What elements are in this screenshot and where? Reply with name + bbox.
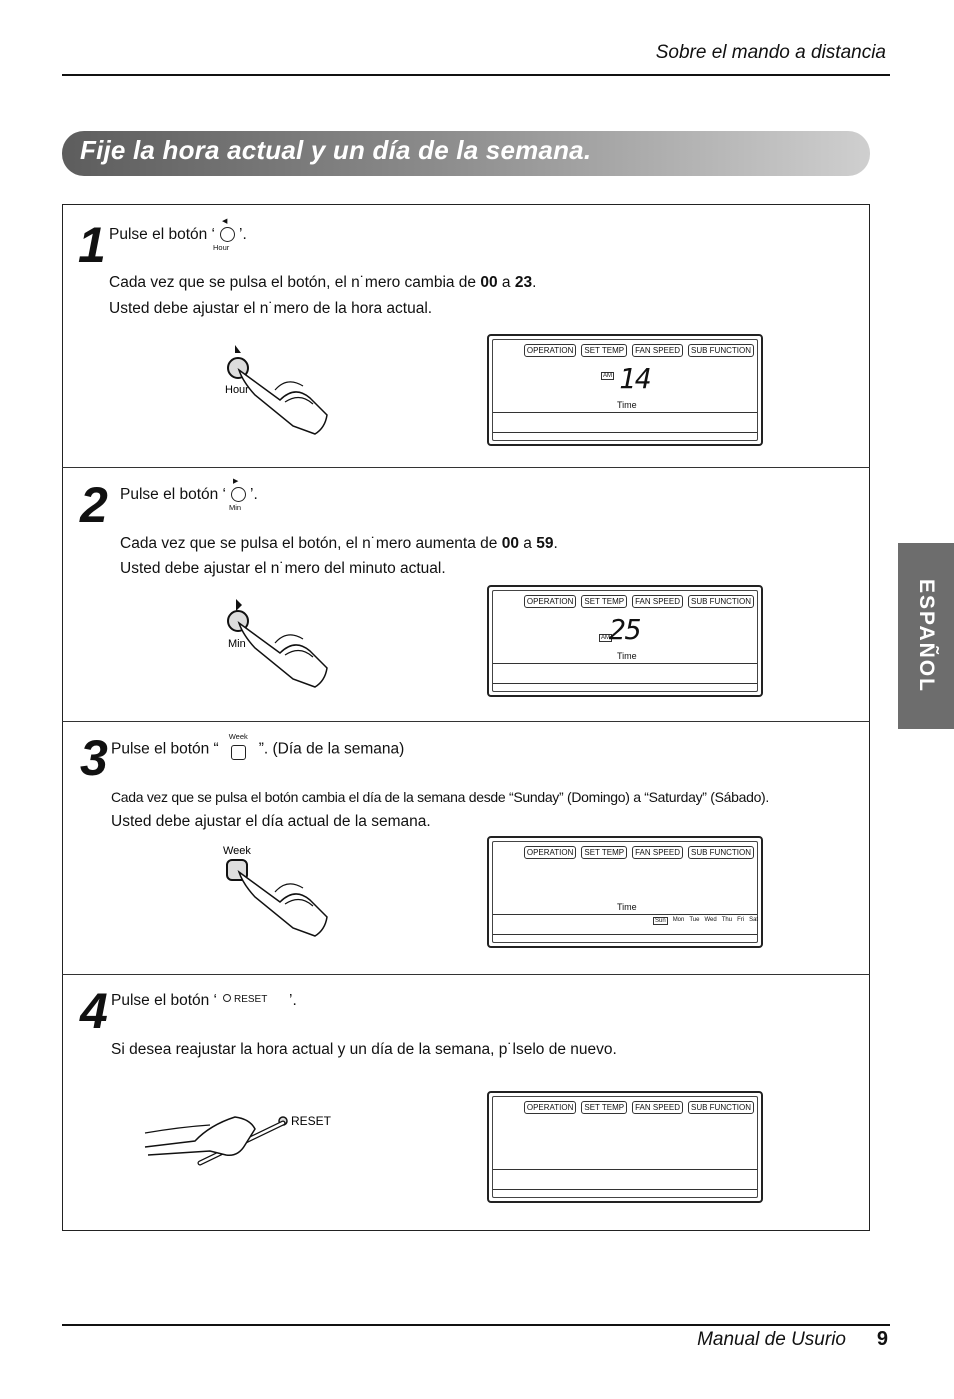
lcd-display: OPERATION SET TEMP FAN SPEED SUB FUNCTION AM 14 Time bbox=[487, 334, 763, 446]
step-separator bbox=[62, 467, 870, 468]
step-description: Si desea reajustar la hora actual y un día de la semana, p˙lselo de nuevo. bbox=[111, 1041, 617, 1058]
page-number: 9 bbox=[876, 1328, 888, 1350]
hour-button-icon: ◀ Hour bbox=[215, 226, 239, 244]
step-instruction: Pulse el botón ‘ ◀ Hour ’. bbox=[109, 218, 247, 252]
footer-rule bbox=[62, 1324, 890, 1326]
step-number: 4 bbox=[80, 983, 108, 1039]
lcd-display: OPERATION SET TEMP FAN SPEED SUB FUNCTION bbox=[487, 1091, 763, 1203]
svg-text:RESET: RESET bbox=[291, 1114, 332, 1128]
min-button-icon: ▶ Min bbox=[226, 486, 250, 504]
week-button-icon: Week bbox=[219, 739, 259, 760]
step-description: Usted debe ajustar el día actual de la semana. bbox=[111, 813, 431, 830]
step-description: Cada vez que se pulsa el botón, el n˙mero aumenta de 00 a 59. bbox=[120, 535, 558, 552]
lcd-hour-value: 14 bbox=[619, 362, 651, 395]
lcd-display: OPERATION SET TEMP FAN SPEED SUB FUNCTION AM 25 Time bbox=[487, 585, 763, 697]
hand-pressing-hour-icon bbox=[215, 340, 345, 440]
hand-pressing-min-icon bbox=[215, 593, 345, 693]
svg-text:Hour: Hour bbox=[225, 384, 249, 396]
section-title: Fije la hora actual y un día de la semana. bbox=[80, 135, 592, 165]
language-tab-label: ESPAÑOL bbox=[915, 579, 938, 693]
step-description: Cada vez que se pulsa el botón cambia el día de la semana desde “Sunday” (Domingo) a “Saturday” (Sábado). bbox=[111, 789, 770, 805]
step-description: Usted debe ajustar el n˙mero del minuto actual. bbox=[120, 560, 446, 577]
step-instruction: Pulse el botón ‘ RESET ’. bbox=[111, 992, 297, 1009]
lcd-minute-value: 25 bbox=[609, 613, 641, 646]
step-instruction: Pulse el botón “ Week ”. (Día de la semana) bbox=[111, 739, 404, 760]
hand-pressing-week-icon bbox=[215, 840, 345, 940]
header-title: Sobre el mando a distancia bbox=[655, 42, 886, 63]
hand-pen-reset-icon bbox=[140, 1105, 340, 1175]
step-description: Usted debe ajustar el n˙mero de la hora actual. bbox=[109, 300, 433, 317]
step-number: 1 bbox=[78, 217, 106, 273]
reset-button-icon: RESET bbox=[217, 994, 289, 1005]
step-number: 3 bbox=[80, 730, 108, 786]
svg-text:Week: Week bbox=[223, 845, 251, 857]
lcd-display: OPERATION SET TEMP FAN SPEED SUB FUNCTION Time Sun Mon Tue Wed Thu Fri Sat bbox=[487, 836, 763, 948]
step-number: 2 bbox=[80, 477, 108, 533]
step-description: Cada vez que se pulsa el botón, el n˙mero cambia de 00 a 23. bbox=[109, 274, 537, 291]
step-separator bbox=[62, 721, 870, 722]
svg-text:Min: Min bbox=[228, 638, 246, 650]
step-separator bbox=[62, 974, 870, 975]
footer-text: Manual de Usurio bbox=[697, 1329, 846, 1350]
header-rule bbox=[62, 74, 890, 76]
step-instruction: Pulse el botón ‘ ▶ Min ’. bbox=[120, 478, 258, 512]
language-tab bbox=[898, 543, 954, 729]
lcd-weekdays: Sun Mon Tue Wed Thu Fri Sat bbox=[655, 917, 759, 924]
